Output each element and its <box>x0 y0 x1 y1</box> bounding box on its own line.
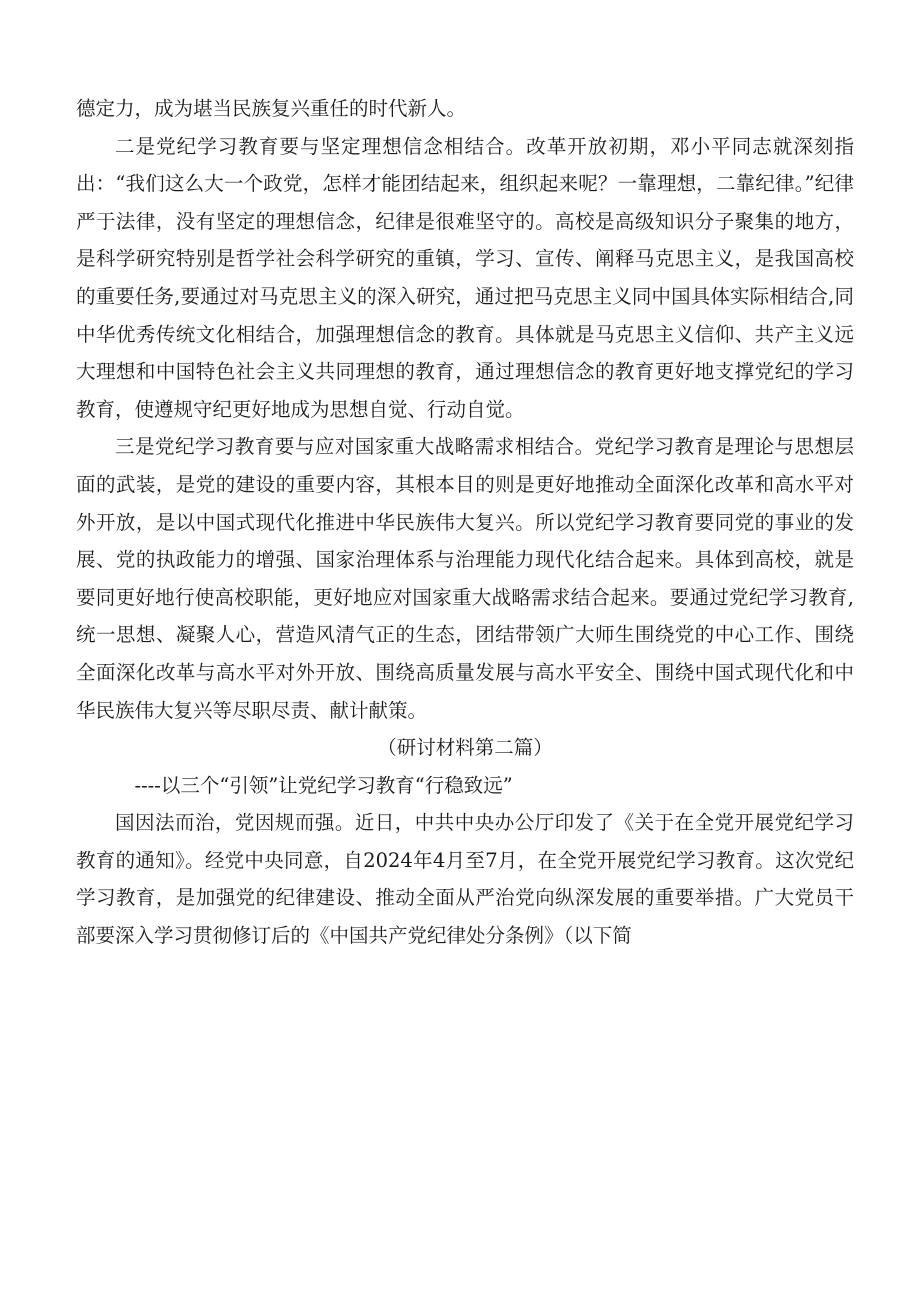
paragraph-intro-second-article: 国因法而治，党因规而强。近日，中共中央办公厅印发了《关于在全党开展党纪学习教育的通知》。经党中央同意，自2024年4月至7月，在全党开展党纪学习教育。这次党纪学习教育，是加强党的纪律建设、推动全面从严治党向纵深发展的重要举措。广大党员干部要深入学习贯彻修订后的《中国共产党纪律处分条例》（以下简 <box>76 811 854 948</box>
document-body <box>76 90 854 955</box>
section-subtitle: ----以三个“引领”让党纪学习教育“行稳致远” <box>134 773 513 797</box>
section-heading: （研讨材料第二篇） <box>377 736 553 760</box>
paragraph-continuation: 德定力，成为堪当民族复兴重任的时代新人。 <box>76 97 467 120</box>
paragraph-national-strategy: 三是党纪学习教育要与应对国家重大战略需求相结合。党纪学习教育是理论与思想层面的武装，是党的建设的重要内容，其根本目的则是更好地推动全面深化改革和高水平对外开放，是以中国式现代化推进中华民族伟大复兴。所以党纪学习教育要同党的事业的发展、党的执政能力的增强、国家治理体系与治理能力现代化结合起来。具体到高校，就是要同更好地行使高校职能，更好地应对国家重大战略需求结合起来。要通过党纪学习教育,统一思想、凝聚人心，营造风清气正的生态，团结带领广大师生围绕党的中心工作、围绕全面深化改革与高水平对外开放、围绕高质量发展与高水平安全、围绕中国式现代化和中华民族伟大复兴等尽职尽责、献计献策。 <box>76 435 854 722</box>
paragraph-ideals-and-beliefs: 二是党纪学习教育要与坚定理想信念相结合。改革开放初期，邓小平同志就深刻指出：“我们这么大一个政党，怎样才能团结起来，组织起来呢？一靠理想，二靠纪律。”纪律严于法律，没有坚定的理想信念，纪律是很难坚守的。高校是高级知识分子聚集的地方，是科学研究特别是哲学社会科学研究的重镇，学习、宣传、阐释马克思主义，是我国高校的重要任务,要通过对马克思主义的深入研究，通过把马克思主义同中国具体实际相结合,同中华优秀传统文化相结合，加强理想信念的教育。具体就是马克思主义信仰、共产主义远大理想和中国特色社会主义共同理想的教育，通过理想信念的教育更好地支撑党纪的学习教育，使遵规守纪更好地成为思想自觉、行动自觉。 <box>76 134 854 421</box>
